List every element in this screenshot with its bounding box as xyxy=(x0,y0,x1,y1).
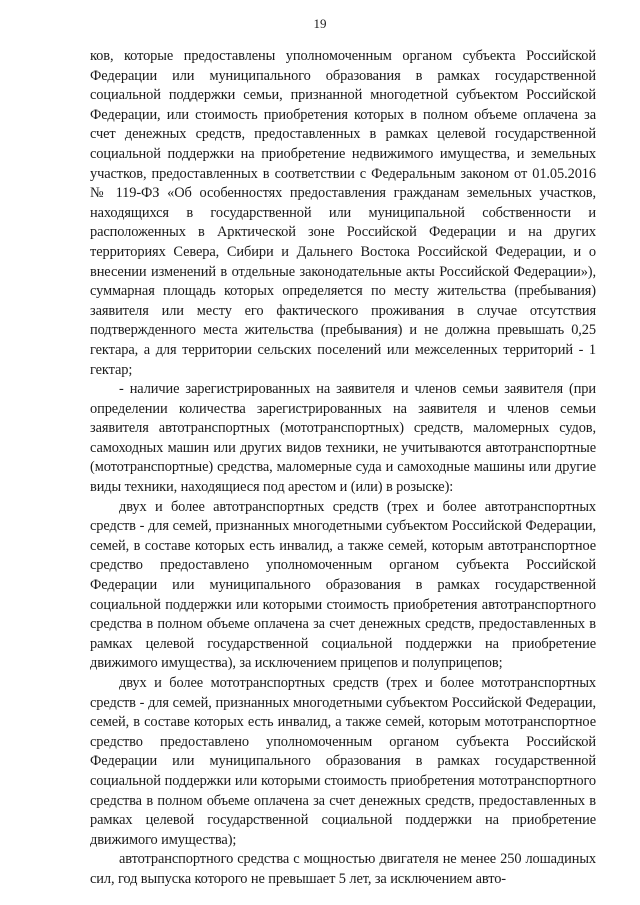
paragraph-1: ков, которые предоставлены уполномоченным органом субъекта Российской Федерации или муниципального образования в рамках государственной социальной поддержки семьи, признанной многодетной субъектом Российской Федерации, или стоимость приобретения которых в полном объеме оплачена за счет денежных средств, предоставленных в рамках целевой государственной социальной поддержки на приобретение недвижимого имущества, и земельных участков, предоставленных в соответствии с Федеральным законом от 01.05.2016 № 119-ФЗ «Об особенностях предоставления гражданам земельных участков, находящихся в государственной или муниципальной собственности и расположенных в Арктической зоне Российской Федерации и на других территориях Севера, Сибири и Дальнего Востока Российской Федерации, и о внесении изменений в отдельные законодательные акты Российской Федерации»), суммарная площадь которых определяется по месту жительства (пребывания) заявителя или месту его фактического проживания в случае отсутствия подтвержденного места жительства (пребывания) и не должна превышать 0,25 гектара, а для территории сельских поселений или межселенных территорий - 1 гектар; xyxy=(90,48,596,378)
paragraph-2: - наличие зарегистрированных на заявителя и членов семьи заявителя (при определении количества зарегистрированных на заявителя и членов семьи заявителя автотранспортных (мототранспортных) средств, маломерных судов, самоходных машин или других видов техники, не учитываются автотранспортные (мототранспортные) средства, маломерные суда и самоходные машины или другие виды техники, находящиеся под арестом и (или) в розыске): xyxy=(90,381,596,496)
paragraph-5: автотранспортного средства с мощностью двигателя не менее 250 лошадиных сил, год выпуска которого не превышает 5 лет, за исключением авто- xyxy=(90,851,596,887)
paragraph-3: двух и более автотранспортных средств (трех и более автотранспортных средств - для семей, признанных многодетными субъектом Российской Федерации, семей, в составе которых есть инвалид, а также семей, которым автотранспортное средство предоставлено уполномоченным органом субъекта Российской Федерации или муниципального образования в рамках государственной социальной поддержки или которыми стоимость приобретения автотранспортного средства в полном объеме оплачена за счет денежных средств, предоставленных в рамках целевой государственной социальной поддержки на приобретение движимого имущества), за исключением прицепов и полуприцепов; xyxy=(90,498,596,672)
page-number: 19 xyxy=(313,16,327,31)
paragraph-4: двух и более мототранспортных средств (трех и более мототранспортных средств - для семей, признанных многодетными субъектом Российской Федерации, семей, в составе которых есть инвалид, а также семей, которым мототранспортное средство предоставлено уполномоченным органом субъекта Российской Федерации или муниципального образования в рамках государственной социальной поддержки или которыми стоимость приобретения мототранспортного средства в полном объеме оплачена за счет денежных средств, предоставленных в рамках целевой государственной социальной поддержки на приобретение движимого имущества); xyxy=(90,675,596,848)
body-text xyxy=(90,47,596,890)
